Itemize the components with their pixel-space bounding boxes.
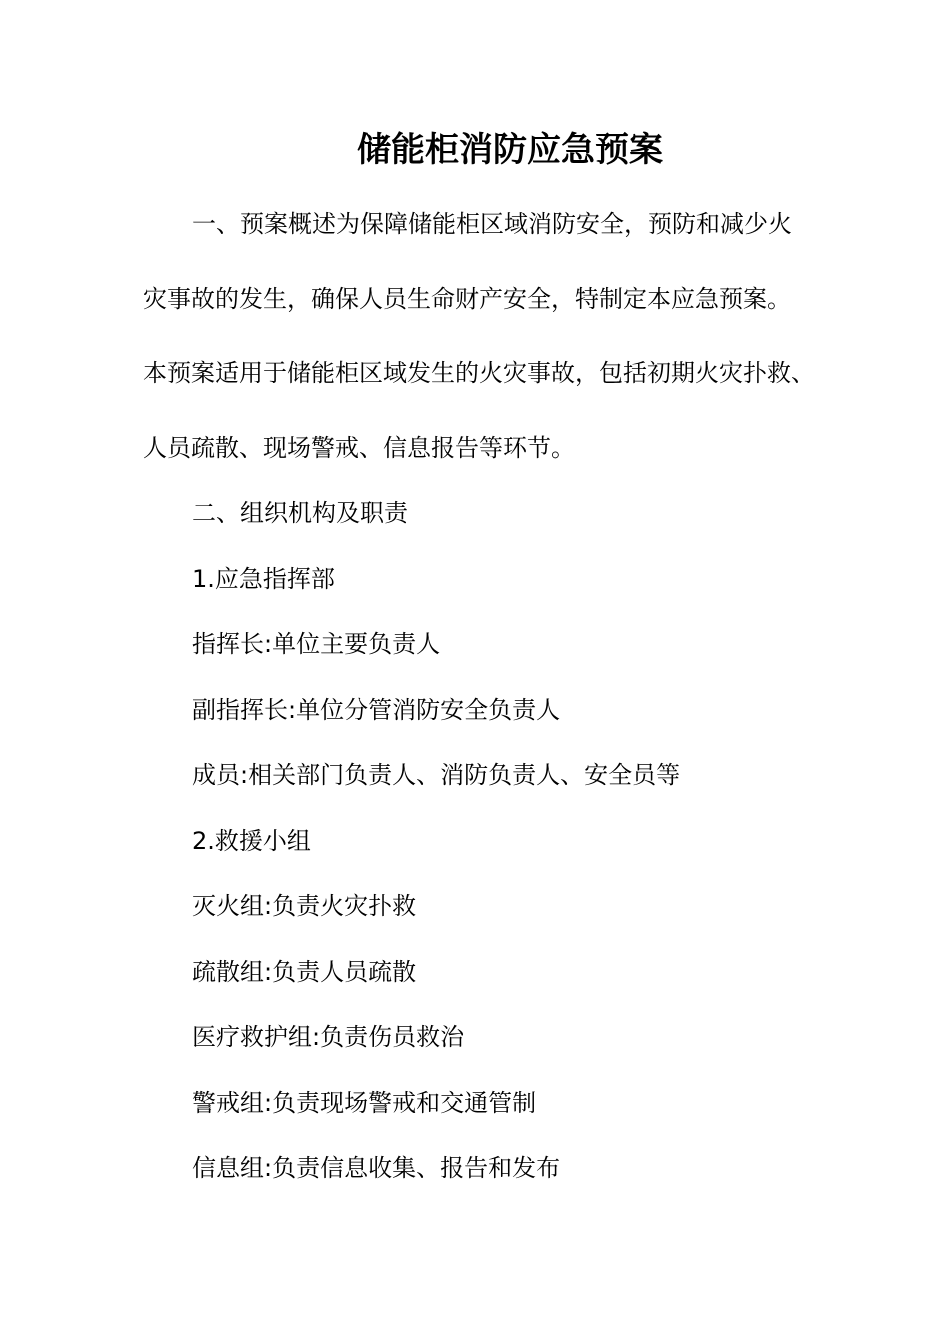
command-item: 成员:相关部门负责人、消防负责人、安全员等 <box>192 761 681 789</box>
command-item: 指挥长:单位主要负责人 <box>192 630 441 658</box>
intro-line-3: 本预案适用于储能柜区域发生的火灾事故，包括初期火灾扑救、 <box>143 359 815 387</box>
rescue-item: 信息组:负责信息收集、报告和发布 <box>192 1154 561 1182</box>
rescue-item: 灭火组:负责火灾扑救 <box>192 892 417 920</box>
rescue-item: 医疗救护组:负责伤员救治 <box>192 1023 465 1051</box>
command-item: 副指挥长:单位分管消防安全负责人 <box>192 696 561 724</box>
intro-line-4: 人员疏散、现场警戒、信息报告等环节。 <box>143 434 575 462</box>
intro-line-2: 灾事故的发生，确保人员生命财产安全，特制定本应急预案。 <box>143 285 791 313</box>
rescue-item: 警戒组:负责现场警戒和交通管制 <box>192 1089 537 1117</box>
section-2-heading: 二、组织机构及职责 <box>192 499 408 527</box>
rescue-item: 疏散组:负责人员疏散 <box>192 958 417 986</box>
rescue-heading: 2.救援小组 <box>192 827 311 855</box>
document-title: 储能柜消防应急预案 <box>357 130 663 170</box>
command-heading: 1.应急指挥部 <box>192 565 335 593</box>
intro-line-1: 一、预案概述为保障储能柜区域消防安全，预防和减少火 <box>192 210 792 238</box>
